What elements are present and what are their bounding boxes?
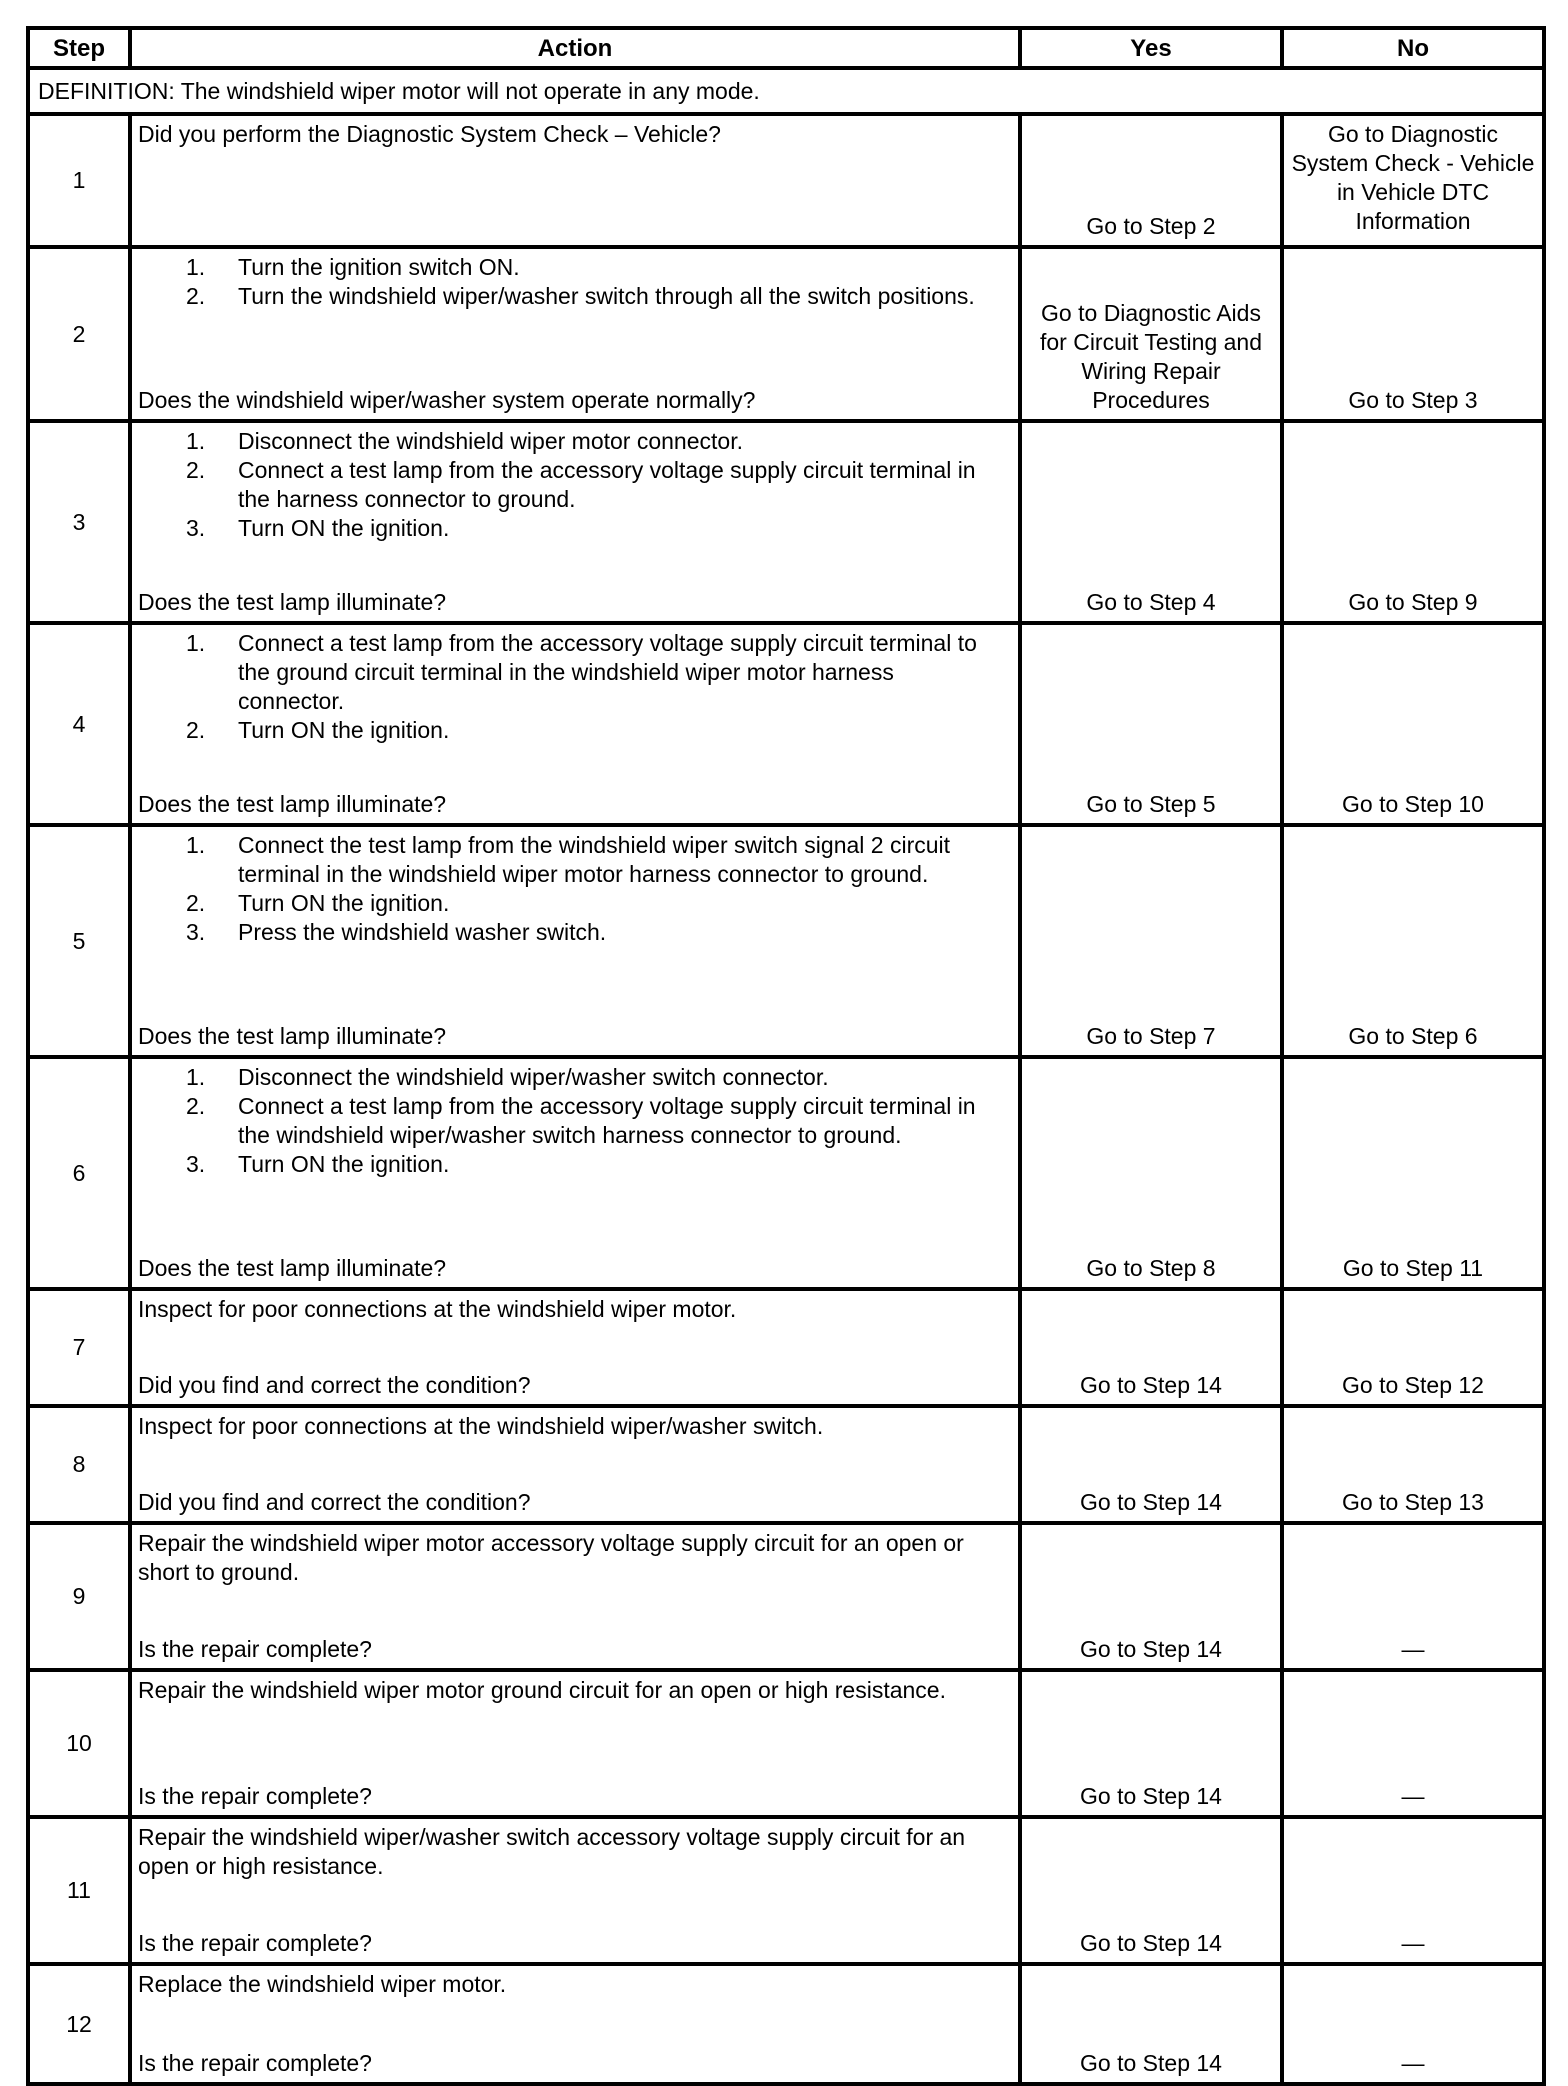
step-number: 1 xyxy=(28,114,130,247)
table-row xyxy=(28,1523,1544,1670)
yes-result: Go to Step 4 xyxy=(1020,421,1282,623)
list-item xyxy=(138,1063,1012,1092)
step-number: 9 xyxy=(28,1523,130,1670)
action-cell xyxy=(130,421,1020,623)
list-item xyxy=(138,889,1012,918)
yes-result: Go to Step 14 xyxy=(1020,1406,1282,1523)
substep-list xyxy=(138,1063,1012,1179)
table-row xyxy=(28,825,1544,1057)
no-result: Go to Step 12 xyxy=(1282,1289,1544,1406)
action-question: Did you find and correct the condition? xyxy=(138,1489,531,1515)
substep-text: Press the windshield washer switch. xyxy=(238,919,607,945)
table-row xyxy=(28,1964,1544,2084)
substep-text: Turn ON the ignition. xyxy=(238,890,450,916)
action-cell xyxy=(130,623,1020,825)
action-intro: Replace the windshield wiper motor. xyxy=(138,1971,507,1997)
header-action: Action xyxy=(130,28,1020,68)
action-cell xyxy=(130,247,1020,421)
substep-text: Disconnect the windshield wiper motor connector. xyxy=(238,428,743,454)
no-result: Go to Step 13 xyxy=(1282,1406,1544,1523)
no-result: — xyxy=(1282,1964,1544,2084)
yes-result: Go to Diagnostic Aids for Circuit Testing and Wiring Repair Procedures xyxy=(1020,247,1282,421)
header-yes: Yes xyxy=(1020,28,1282,68)
action-question: Is the repair complete? xyxy=(138,1783,372,1809)
list-item xyxy=(138,1092,1012,1150)
yes-result: Go to Step 14 xyxy=(1020,1289,1282,1406)
step-number: 11 xyxy=(28,1817,130,1964)
no-result: Go to Step 10 xyxy=(1282,623,1544,825)
substep-number: 1. xyxy=(186,254,206,280)
yes-result: Go to Step 14 xyxy=(1020,1523,1282,1670)
action-question: Is the repair complete? xyxy=(138,1636,372,1662)
substep-text: Turn ON the ignition. xyxy=(238,1151,450,1177)
action-question: Does the test lamp illuminate? xyxy=(138,589,447,615)
substep-text: Connect a test lamp from the accessory voltage supply circuit terminal in the windshield wiper/washer switch harness connector to ground. xyxy=(238,1093,976,1148)
step-number: 7 xyxy=(28,1289,130,1406)
action-question: Does the test lamp illuminate? xyxy=(138,1255,447,1281)
yes-result: Go to Step 8 xyxy=(1020,1057,1282,1289)
action-intro: Inspect for poor connections at the windshield wiper motor. xyxy=(138,1296,737,1322)
list-item xyxy=(138,716,1012,745)
action-question: Did you find and correct the condition? xyxy=(138,1372,531,1398)
action-cell xyxy=(130,1964,1020,2084)
definition-row xyxy=(28,68,1544,114)
action-cell xyxy=(130,1057,1020,1289)
step-number: 8 xyxy=(28,1406,130,1523)
substep-list xyxy=(138,427,1012,543)
no-result: — xyxy=(1282,1817,1544,1964)
definition-text: DEFINITION: The windshield wiper motor will not operate in any mode. xyxy=(28,68,1544,114)
table-row xyxy=(28,114,1544,247)
no-result: Go to Step 6 xyxy=(1282,825,1544,1057)
substep-text: Connect a test lamp from the accessory voltage supply circuit terminal in the harness connector to ground. xyxy=(238,457,976,512)
list-item xyxy=(138,1150,1012,1179)
substep-text: Connect the test lamp from the windshield wiper switch signal 2 circuit terminal in the windshield wiper motor harness connector to ground. xyxy=(238,832,951,887)
table-row xyxy=(28,1670,1544,1817)
list-item xyxy=(138,282,1012,311)
substep-text: Turn ON the ignition. xyxy=(238,717,450,743)
action-intro: Repair the windshield wiper motor ground circuit for an open or high resistance. xyxy=(138,1677,946,1703)
no-result: Go to Step 3 xyxy=(1282,247,1544,421)
list-item xyxy=(138,629,1012,716)
no-result: — xyxy=(1282,1670,1544,1817)
table-row xyxy=(28,1057,1544,1289)
header-row xyxy=(28,28,1544,68)
yes-result: Go to Step 7 xyxy=(1020,825,1282,1057)
yes-result: Go to Step 5 xyxy=(1020,623,1282,825)
substep-number: 3. xyxy=(186,919,206,945)
table-row xyxy=(28,1817,1544,1964)
step-number: 6 xyxy=(28,1057,130,1289)
action-cell xyxy=(130,1406,1020,1523)
diagnostic-table xyxy=(26,26,1546,2086)
action-cell xyxy=(130,825,1020,1057)
substep-text: Connect a test lamp from the accessory voltage supply circuit terminal to the ground circuit terminal in the windshield wiper motor harness connector. xyxy=(238,630,977,714)
no-result: — xyxy=(1282,1523,1544,1670)
substep-list xyxy=(138,831,1012,947)
step-number: 2 xyxy=(28,247,130,421)
list-item xyxy=(138,427,1012,456)
action-intro: Did you perform the Diagnostic System Check – Vehicle? xyxy=(138,121,721,147)
substep-number: 2. xyxy=(186,1093,206,1119)
yes-result: Go to Step 14 xyxy=(1020,1817,1282,1964)
action-intro: Inspect for poor connections at the windshield wiper/washer switch. xyxy=(138,1413,824,1439)
step-number: 5 xyxy=(28,825,130,1057)
step-number: 4 xyxy=(28,623,130,825)
header-step: Step xyxy=(28,28,130,68)
action-cell xyxy=(130,1289,1020,1406)
substep-number: 3. xyxy=(186,1151,206,1177)
substep-number: 1. xyxy=(186,630,206,656)
action-intro: Repair the windshield wiper motor accessory voltage supply circuit for an open or short to ground. xyxy=(138,1530,964,1585)
substep-number: 2. xyxy=(186,457,206,483)
list-item xyxy=(138,831,1012,889)
list-item xyxy=(138,918,1012,947)
substep-text: Turn the ignition switch ON. xyxy=(238,254,520,280)
action-question: Is the repair complete? xyxy=(138,1930,372,1956)
no-result: Go to Step 11 xyxy=(1282,1057,1544,1289)
step-number: 10 xyxy=(28,1670,130,1817)
substep-number: 2. xyxy=(186,283,206,309)
action-cell xyxy=(130,1817,1020,1964)
table-row xyxy=(28,1406,1544,1523)
substep-list xyxy=(138,629,1012,745)
substep-text: Disconnect the windshield wiper/washer switch connector. xyxy=(238,1064,829,1090)
yes-result: Go to Step 14 xyxy=(1020,1670,1282,1817)
header-no: No xyxy=(1282,28,1544,68)
action-question: Does the test lamp illuminate? xyxy=(138,791,447,817)
yes-result: Go to Step 14 xyxy=(1020,1964,1282,2084)
action-question: Does the test lamp illuminate? xyxy=(138,1023,447,1049)
substep-number: 2. xyxy=(186,890,206,916)
list-item xyxy=(138,253,1012,282)
action-question: Is the repair complete? xyxy=(138,2050,372,2076)
table-row xyxy=(28,1289,1544,1406)
action-cell xyxy=(130,1523,1020,1670)
substep-text: Turn the windshield wiper/washer switch through all the switch positions. xyxy=(238,283,975,309)
list-item xyxy=(138,514,1012,543)
table-row xyxy=(28,247,1544,421)
substep-number: 1. xyxy=(186,832,206,858)
substep-number: 1. xyxy=(186,1064,206,1090)
no-result: Go to Step 9 xyxy=(1282,421,1544,623)
list-item xyxy=(138,456,1012,514)
action-question: Does the windshield wiper/washer system operate normally? xyxy=(138,387,756,413)
action-cell xyxy=(130,114,1020,247)
step-number: 12 xyxy=(28,1964,130,2084)
substep-list xyxy=(138,253,1012,311)
action-intro: Repair the windshield wiper/washer switch accessory voltage supply circuit for an open or high resistance. xyxy=(138,1824,966,1879)
substep-number: 1. xyxy=(186,428,206,454)
substep-number: 3. xyxy=(186,515,206,541)
no-result: Go to Diagnostic System Check - Vehicle in Vehicle DTC Information xyxy=(1282,114,1544,247)
substep-number: 2. xyxy=(186,717,206,743)
table-row xyxy=(28,421,1544,623)
table-row xyxy=(28,623,1544,825)
step-number: 3 xyxy=(28,421,130,623)
substep-text: Turn ON the ignition. xyxy=(238,515,450,541)
yes-result: Go to Step 2 xyxy=(1020,114,1282,247)
action-cell xyxy=(130,1670,1020,1817)
